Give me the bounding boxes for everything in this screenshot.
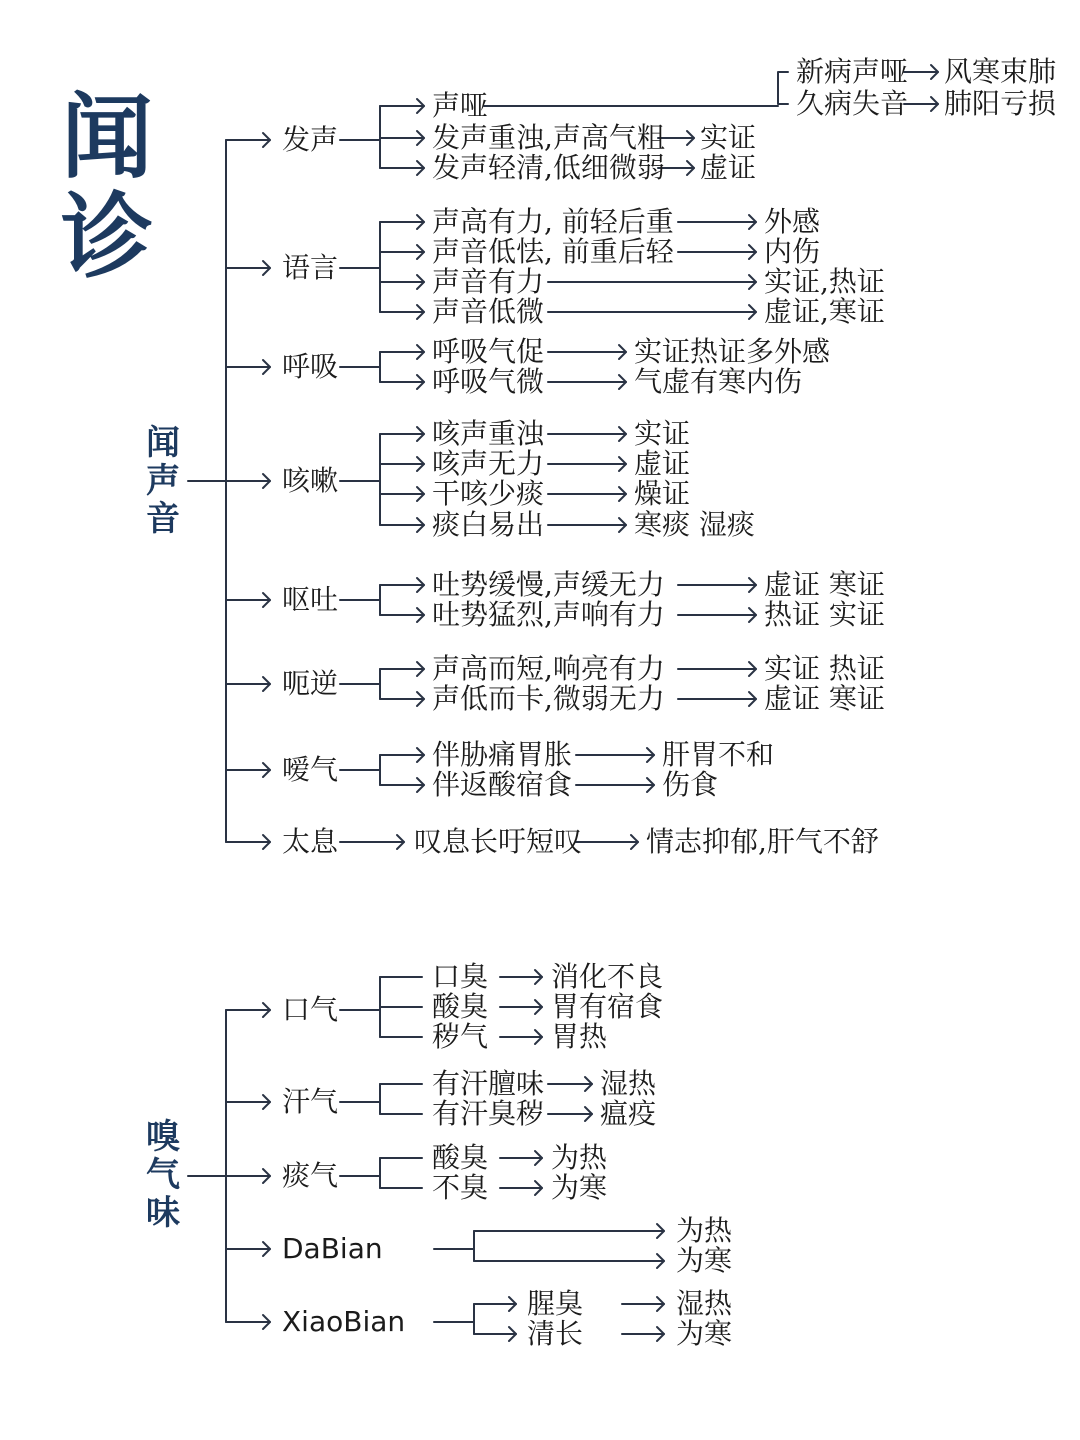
- result-text: 实证: [700, 121, 757, 154]
- symptom-text: 腥臭: [527, 1287, 584, 1320]
- result-text: 湿热: [676, 1287, 733, 1320]
- symptom-text: 发声轻清,低细微弱: [432, 151, 665, 184]
- symptom-text: 酸臭: [432, 1141, 489, 1174]
- category-label: 咳嗽: [282, 464, 339, 497]
- symptom-text: 新病声哑: [796, 55, 909, 88]
- symptom-text: 吐势猛烈,声响有力: [432, 598, 665, 631]
- result-text: 气虚有寒内伤: [634, 365, 803, 398]
- result-text: 虚证,寒证: [764, 295, 885, 328]
- symptom-text: 伴返酸宿食: [432, 768, 573, 801]
- section-label-char: 气: [146, 1155, 180, 1195]
- section-label-char: 味: [146, 1193, 180, 1233]
- result-text: 内伤: [764, 235, 821, 268]
- category-label: 语言: [282, 251, 339, 284]
- symptom-text: 咳声重浊: [432, 417, 545, 450]
- symptom-text: 呼吸气促: [432, 335, 545, 368]
- result-text: 湿热: [600, 1067, 657, 1100]
- category-label: DaBian: [282, 1232, 383, 1265]
- page-title: [52, 84, 162, 291]
- category-label: 发声: [282, 123, 339, 156]
- category-label: 嗳气: [282, 753, 339, 786]
- result-text: 情志抑郁,肝气不舒: [646, 825, 879, 858]
- section-label-char: 嗅: [146, 1117, 180, 1157]
- section-label-char: 闻: [146, 423, 180, 463]
- symptom-text: 声高有力, 前轻后重: [432, 205, 674, 238]
- category-label: 口气: [282, 993, 339, 1026]
- section-label-sound: [143, 424, 183, 538]
- symptom-text: 声音低微: [432, 295, 545, 328]
- result-text: 为热: [551, 1141, 608, 1174]
- result-text: 外感: [764, 205, 821, 238]
- result-text: 伤食: [662, 768, 719, 801]
- result-text: 虚证: [700, 151, 757, 184]
- section-label-smell: [143, 1118, 183, 1232]
- result-text: 为寒: [676, 1244, 733, 1277]
- title-char: 诊: [60, 184, 153, 291]
- section-label-char: 声: [146, 461, 180, 501]
- title-char: 闻: [60, 84, 153, 191]
- category-label: 太息: [282, 825, 339, 858]
- symptom-text: 声音低怯, 前重后轻: [432, 235, 674, 268]
- symptom-text: 叹息长吁短叹: [414, 825, 583, 858]
- symptom-text: 久病失音: [796, 87, 909, 120]
- result-text: 热证 实证: [764, 598, 885, 631]
- result-text: 实证热证多外感: [634, 335, 831, 368]
- result-text: 实证 热证: [764, 652, 885, 685]
- result-text: 为热: [676, 1214, 733, 1247]
- category-label: 呕吐: [282, 583, 339, 616]
- symptom-text: 秽气: [432, 1020, 489, 1053]
- symptom-text: 伴胁痛胃胀: [432, 738, 573, 771]
- symptom-text: 声低而卡,微弱无力: [432, 682, 665, 715]
- symptom-text: 清长: [527, 1317, 584, 1350]
- symptom-text: 声音有力: [432, 265, 545, 298]
- symptom-text: 声高而短,响亮有力: [432, 652, 665, 685]
- result-text: 虚证 寒证: [764, 568, 885, 601]
- result-text: 实证: [634, 417, 691, 450]
- category-label: 呼吸: [282, 350, 339, 383]
- symptom-text: 呼吸气微: [432, 365, 545, 398]
- result-text: 消化不良: [551, 960, 664, 993]
- result-text: 为寒: [551, 1171, 608, 1204]
- category-label: 呃逆: [282, 667, 339, 700]
- symptom-text: 咳声无力: [432, 447, 545, 480]
- symptom-text: 不臭: [432, 1171, 489, 1204]
- result-text: 肺阳亏损: [944, 87, 1057, 120]
- result-text: 肝胃不和: [662, 738, 775, 771]
- result-text: 寒痰 湿痰: [634, 508, 755, 541]
- category-label: 汗气: [282, 1085, 339, 1118]
- result-text: 风寒束肺: [944, 55, 1057, 88]
- category-label: XiaoBian: [282, 1305, 406, 1338]
- symptom-text: 干咳少痰: [432, 477, 545, 510]
- symptom-text: 有汗臭秽: [432, 1097, 545, 1130]
- result-text: 为寒: [676, 1317, 733, 1350]
- symptom-text: 发声重浊,声高气粗: [432, 121, 665, 154]
- result-text: 燥证: [634, 477, 691, 510]
- result-text: 胃有宿食: [551, 990, 664, 1023]
- bracket-sub: [778, 72, 788, 104]
- result-text: 实证,热证: [764, 265, 885, 298]
- symptom-text: 声哑: [432, 89, 489, 122]
- section-label-char: 音: [146, 499, 180, 539]
- result-text: 虚证: [634, 447, 691, 480]
- result-text: 瘟疫: [600, 1097, 657, 1130]
- symptom-text: 酸臭: [432, 990, 489, 1023]
- result-text: 虚证 寒证: [764, 682, 885, 715]
- result-text: 胃热: [551, 1020, 608, 1053]
- symptom-text: 口臭: [432, 960, 489, 993]
- symptom-text: 痰白易出: [432, 508, 545, 541]
- symptom-text: 吐势缓慢,声缓无力: [432, 568, 665, 601]
- category-label: 痰气: [282, 1159, 339, 1192]
- symptom-text: 有汗膻味: [432, 1067, 545, 1100]
